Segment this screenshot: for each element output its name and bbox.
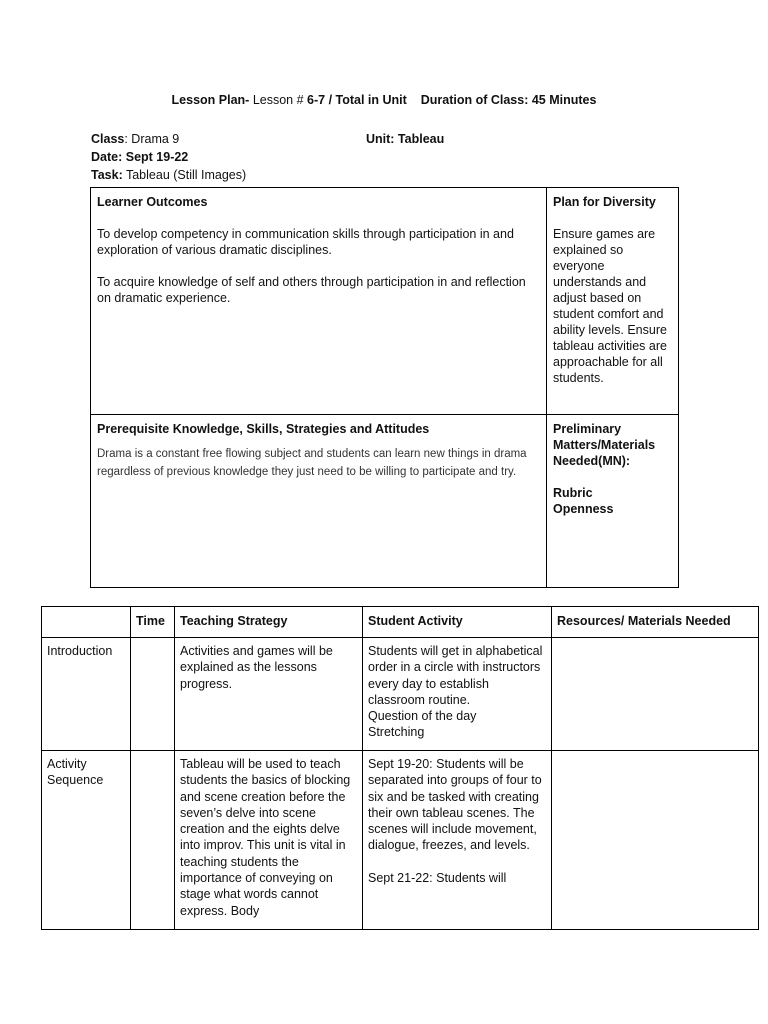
plan-for-diversity-cell: [547, 188, 679, 415]
lesson-plan-title: [0, 93, 768, 107]
student-activity-cell: [363, 751, 552, 930]
task-line: [91, 166, 246, 184]
title-prefix: Lesson Plan-: [171, 93, 250, 107]
task-value: Tableau (Still Images): [122, 168, 247, 182]
time-cell: [131, 751, 175, 930]
outcome-item: To develop competency in communication skills through participation in and exploration of various dramatic disciplines.: [97, 227, 514, 257]
preliminary-item: Rubric: [553, 486, 593, 500]
date-line: Date: Sept 19-22: [91, 150, 189, 164]
activity-text: Sept 19-20: Students will be separated into groups of four to six and be tasked with creating their own tableau scenes. The scenes will include movement, dialogue, freezes, and levels.: [368, 757, 542, 853]
learner-outcomes-cell: [91, 188, 547, 415]
outcome-item: To acquire knowledge of self and others through participation in and reflection on dramatic experience.: [97, 275, 526, 305]
class-label: Class: [91, 132, 125, 146]
preliminary-item: Openness: [553, 502, 614, 516]
activity-text: Question of the day: [368, 709, 477, 724]
prerequisite-heading: Prerequisite Knowledge, Skills, Strategies and Attitudes: [97, 422, 430, 436]
lesson-number: 6-7: [307, 93, 326, 107]
task-label: Task:: [91, 168, 123, 182]
resources-cell: [552, 751, 759, 930]
column-header-time: Time: [131, 607, 175, 638]
outcomes-table: [90, 187, 679, 588]
table-row: [42, 638, 759, 751]
plan-for-diversity-heading: Plan for Diversity: [553, 195, 656, 209]
activity-text: Sept 21-22: Students will: [368, 870, 507, 885]
spacer: [368, 854, 546, 870]
column-header-resources: Resources/ Materials Needed: [552, 607, 759, 638]
total-in-unit: / Total in Unit: [325, 93, 407, 107]
prerequisite-text: Drama is a constant free flowing subject and students can learn new things in drama regardless of previous knowledge they just need to be willing to participate and try.: [97, 448, 527, 478]
column-header-teaching-strategy: Teaching Strategy: [175, 607, 363, 638]
column-header-student-activity: Student Activity: [363, 607, 552, 638]
unit-line: Unit: Tableau: [366, 132, 445, 146]
class-line: [91, 130, 179, 148]
preliminary-cell: [547, 415, 679, 588]
learner-outcomes-heading: Learner Outcomes: [97, 195, 208, 209]
resources-cell: [552, 638, 759, 751]
activity-text: Stretching: [368, 725, 425, 740]
teaching-strategy-cell: Activities and games will be explained as the lessons progress.: [175, 638, 363, 751]
row-label: Introduction: [42, 638, 131, 751]
time-cell: [131, 638, 175, 751]
column-header: [42, 607, 131, 638]
class-value: : Drama 9: [124, 132, 180, 146]
lesson-sequence-table: [41, 606, 759, 930]
activity-text: Students will get in alphabetical order in a circle with instructors every day to establish classroom routine.: [368, 644, 543, 707]
class-duration: Duration of Class: 45 Minutes: [420, 93, 597, 107]
lesson-label: Lesson #: [249, 93, 308, 107]
preliminary-heading: Preliminary Matters/Materials Needed(MN):: [553, 422, 656, 468]
row-label: Activity Sequence: [42, 751, 131, 930]
prerequisite-cell: [91, 415, 547, 588]
table-header-row: [42, 607, 759, 638]
student-activity-cell: [363, 638, 552, 751]
plan-for-diversity-text: Ensure games are explained so everyone understands and adjust based on student comfort and ability levels. Ensure tableau activities are approachable for all students.: [553, 227, 667, 385]
teaching-strategy-cell: Tableau will be used to teach students the basics of blocking and scene creation before the seven’s delve into scene creation and the eights delve into improv. This unit is vital in teaching students the importance of conveying on stage what words cannot express. Body: [175, 751, 363, 930]
table-row: [42, 751, 759, 930]
